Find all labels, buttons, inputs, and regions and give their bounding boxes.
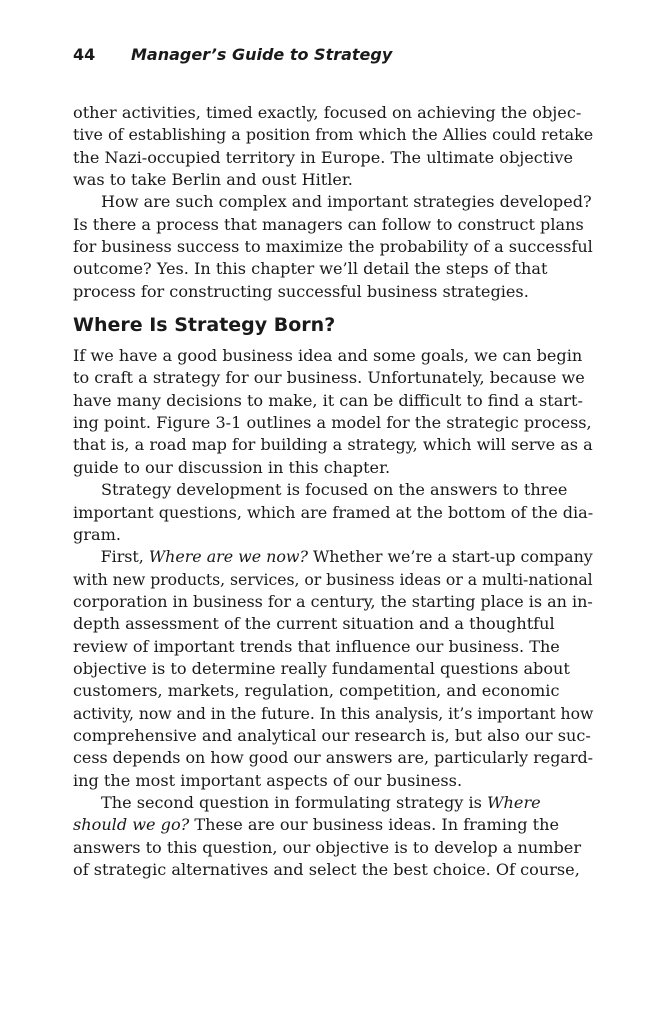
text-line: have many decisions to make, it can be difficult to find a start- xyxy=(73,390,583,410)
text-line: If we have a good business idea and some goals, we can begin xyxy=(73,346,583,366)
text-run: These are our business ideas. In framing the xyxy=(189,815,559,835)
text-line: guide to our discussion in this chapter. xyxy=(73,457,391,477)
text-line: corporation in business for a century, the starting place is an in- xyxy=(73,591,593,611)
emphasis: Where are we now? xyxy=(148,547,308,567)
text-line: important questions, which are framed at the bottom of the dia- xyxy=(73,502,594,522)
text-line: activity, now and in the future. In this analysis, it’s important how xyxy=(73,703,594,723)
text-line: ing the most important aspects of our business. xyxy=(73,770,463,790)
text-line: tive of establishing a position from which the Allies could retake xyxy=(73,125,594,145)
text-line: Is there a process that managers can follow to construct plans xyxy=(73,214,584,234)
text-line: review of important trends that influence our business. The xyxy=(73,636,560,656)
text-line: depth assessment of the current situation and a thoughtful xyxy=(73,614,555,634)
text-line xyxy=(73,546,593,568)
text-line: objective is to determine really fundamental questions about xyxy=(73,658,570,678)
running-title: Manager’s Guide to Strategy xyxy=(131,45,393,64)
text-line: customers, markets, regulation, competition, and economic xyxy=(73,681,560,701)
text-line: other activities, timed exactly, focused on achieving the objec- xyxy=(73,103,582,122)
section-heading: Where Is Strategy Born? xyxy=(73,314,336,337)
text-line: that is, a road map for building a strategy, which will serve as a xyxy=(73,435,593,455)
text-line xyxy=(73,814,593,836)
page-number: 44 xyxy=(73,45,96,64)
text-line: ing point. Figure 3-1 outlines a model for the strategic process, xyxy=(73,413,592,433)
text-line: was to take Berlin and oust Hitler. xyxy=(73,170,353,190)
text-line: the Nazi-occupied territory in Europe. The ultimate objective xyxy=(73,147,574,167)
text-line: comprehensive and analytical our research is, but also our suc- xyxy=(73,725,591,745)
text-line: outcome? Yes. In this chapter we’ll detail the steps of that xyxy=(73,259,548,279)
book-page xyxy=(73,43,593,881)
emphasis: should we go? xyxy=(73,815,190,835)
text-line xyxy=(73,792,593,814)
running-head xyxy=(73,43,593,67)
text-line: cess depends on how good our answers are, particularly regard- xyxy=(73,748,594,768)
emphasis: Where xyxy=(487,792,541,812)
text-run: The second question in formulating strategy is xyxy=(101,792,488,812)
text-line: of strategic alternatives and select the best choice. Of course, xyxy=(73,860,580,879)
body-text xyxy=(73,102,593,881)
text-line: Strategy development is focused on the answers to three xyxy=(101,480,568,500)
text-line: How are such complex and important strategies developed? xyxy=(101,192,592,212)
text-run: Whether we’re a start-up company xyxy=(307,547,593,567)
text-line: gram. xyxy=(73,524,121,544)
text-line: with new products, services, or business ideas or a multi-national xyxy=(73,569,593,589)
text-run: First, xyxy=(100,547,149,567)
text-line: process for constructing successful business strategies. xyxy=(73,281,529,301)
text-line: to craft a strategy for our business. Unfortunately, because we xyxy=(73,368,585,388)
text-line: answers to this question, our objective is to develop a number xyxy=(73,837,582,857)
text-line: for business success to maximize the probability of a successful xyxy=(73,237,593,257)
